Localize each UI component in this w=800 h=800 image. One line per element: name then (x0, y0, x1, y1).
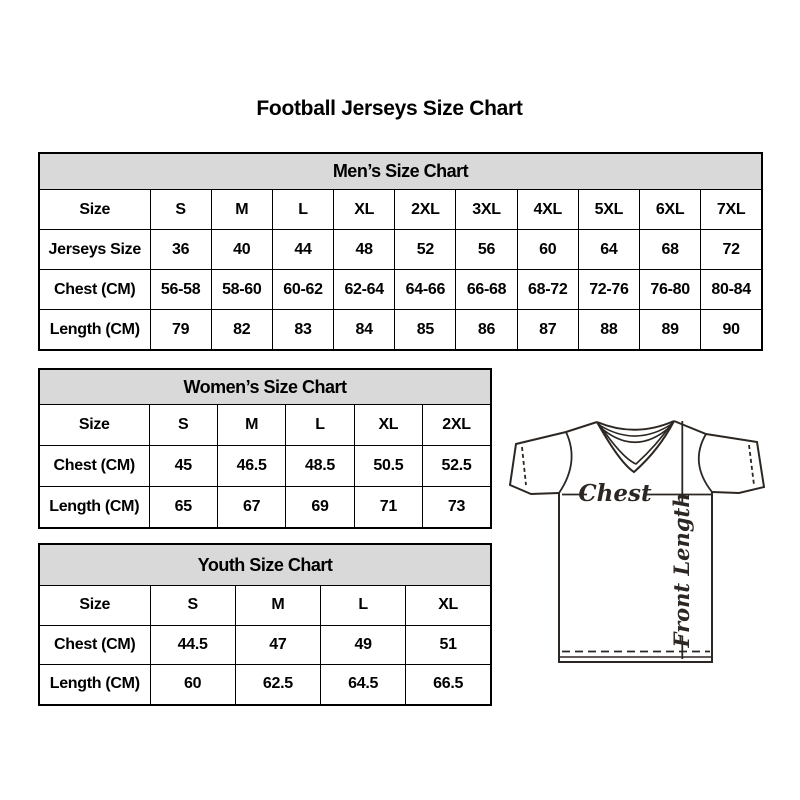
value-cell: 76-80 (640, 270, 701, 310)
table-title-row (39, 153, 762, 190)
value-cell: 49 (321, 625, 406, 665)
left-cuff-dashed-line (522, 447, 526, 485)
value-cell: 83 (272, 310, 333, 351)
value-cell: S (150, 586, 235, 626)
row-label-cell: Jerseys Size (39, 230, 150, 270)
jersey-collar (597, 421, 674, 472)
womens-size-chart-table (38, 368, 492, 529)
row-label-cell: Chest (CM) (39, 446, 149, 487)
value-cell: M (235, 586, 320, 626)
youth-table-title: Youth Size Chart (39, 544, 491, 586)
mens-size-chart-table (38, 152, 763, 351)
value-cell: 2XL (423, 405, 491, 446)
table-row (39, 270, 762, 310)
value-cell: 89 (640, 310, 701, 351)
value-cell: 64.5 (321, 665, 406, 705)
value-cell: 60 (517, 230, 578, 270)
value-cell: 69 (286, 487, 354, 529)
womens-table-title: Women’s Size Chart (39, 369, 491, 405)
table-title-row (39, 369, 491, 405)
right-cuff-dashed-line (749, 445, 754, 485)
value-cell: 86 (456, 310, 517, 351)
value-cell: 87 (517, 310, 578, 351)
value-cell: 82 (211, 310, 272, 351)
value-cell: 46.5 (217, 446, 285, 487)
table-row (39, 310, 762, 351)
value-cell: 64-66 (395, 270, 456, 310)
value-cell: 56-58 (150, 270, 211, 310)
youth-size-chart-table (38, 543, 492, 706)
value-cell: 40 (211, 230, 272, 270)
value-cell: 4XL (517, 190, 578, 230)
value-cell: M (211, 190, 272, 230)
value-cell: 3XL (456, 190, 517, 230)
value-cell: XL (406, 586, 491, 626)
row-label-cell: Length (CM) (39, 310, 150, 351)
table-row (39, 405, 491, 446)
row-label-cell: Chest (CM) (39, 270, 150, 310)
table-row (39, 625, 491, 665)
row-label-cell: Chest (CM) (39, 625, 150, 665)
value-cell: 6XL (640, 190, 701, 230)
row-label-cell: Size (39, 586, 150, 626)
table-row (39, 665, 491, 705)
value-cell: 36 (150, 230, 211, 270)
value-cell: 64 (578, 230, 639, 270)
value-cell: 48.5 (286, 446, 354, 487)
value-cell: S (150, 190, 211, 230)
value-cell: L (321, 586, 406, 626)
value-cell: L (286, 405, 354, 446)
row-label-cell: Size (39, 190, 150, 230)
value-cell: 60 (150, 665, 235, 705)
value-cell: 62-64 (334, 270, 395, 310)
value-cell: 52.5 (423, 446, 491, 487)
value-cell: 71 (354, 487, 422, 529)
table-row (39, 190, 762, 230)
jersey-left-armhole-seam (559, 432, 572, 493)
value-cell: 84 (334, 310, 395, 351)
value-cell: 68 (640, 230, 701, 270)
value-cell: 79 (150, 310, 211, 351)
value-cell: 50.5 (354, 446, 422, 487)
jersey-right-armhole-seam (699, 434, 712, 492)
value-cell: 60-62 (272, 270, 333, 310)
value-cell: XL (334, 190, 395, 230)
row-label-cell: Length (CM) (39, 487, 149, 529)
chest-label: Chest (578, 480, 652, 507)
table-row (39, 487, 491, 529)
row-label-cell: Length (CM) (39, 665, 150, 705)
value-cell: 47 (235, 625, 320, 665)
table-row (39, 230, 762, 270)
value-cell: 66-68 (456, 270, 517, 310)
value-cell: 44.5 (150, 625, 235, 665)
value-cell: 72 (701, 230, 762, 270)
page-title: Football Jerseys Size Chart (256, 97, 523, 120)
value-cell: 45 (149, 446, 217, 487)
value-cell: 66.5 (406, 665, 491, 705)
value-cell: 5XL (578, 190, 639, 230)
front-length-label: Front Length (669, 492, 694, 648)
value-cell: 56 (456, 230, 517, 270)
mens-table-title: Men’s Size Chart (39, 153, 762, 190)
value-cell: 52 (395, 230, 456, 270)
value-cell: 67 (217, 487, 285, 529)
value-cell: M (217, 405, 285, 446)
jersey-illustration (509, 417, 766, 665)
row-label-cell: Size (39, 405, 149, 446)
value-cell: 65 (149, 487, 217, 529)
value-cell: 80-84 (701, 270, 762, 310)
jersey-right-sleeve (674, 421, 764, 493)
table-row (39, 586, 491, 626)
value-cell: 62.5 (235, 665, 320, 705)
value-cell: 90 (701, 310, 762, 351)
value-cell: 68-72 (517, 270, 578, 310)
value-cell: 72-76 (578, 270, 639, 310)
value-cell: 73 (423, 487, 491, 529)
value-cell: 85 (395, 310, 456, 351)
value-cell: S (149, 405, 217, 446)
table-row (39, 446, 491, 487)
value-cell: L (272, 190, 333, 230)
value-cell: 2XL (395, 190, 456, 230)
value-cell: 88 (578, 310, 639, 351)
value-cell: 44 (272, 230, 333, 270)
jersey-measurement-diagram (509, 417, 766, 665)
value-cell: 7XL (701, 190, 762, 230)
value-cell: 48 (334, 230, 395, 270)
value-cell: XL (354, 405, 422, 446)
value-cell: 58-60 (211, 270, 272, 310)
table-title-row (39, 544, 491, 586)
value-cell: 51 (406, 625, 491, 665)
